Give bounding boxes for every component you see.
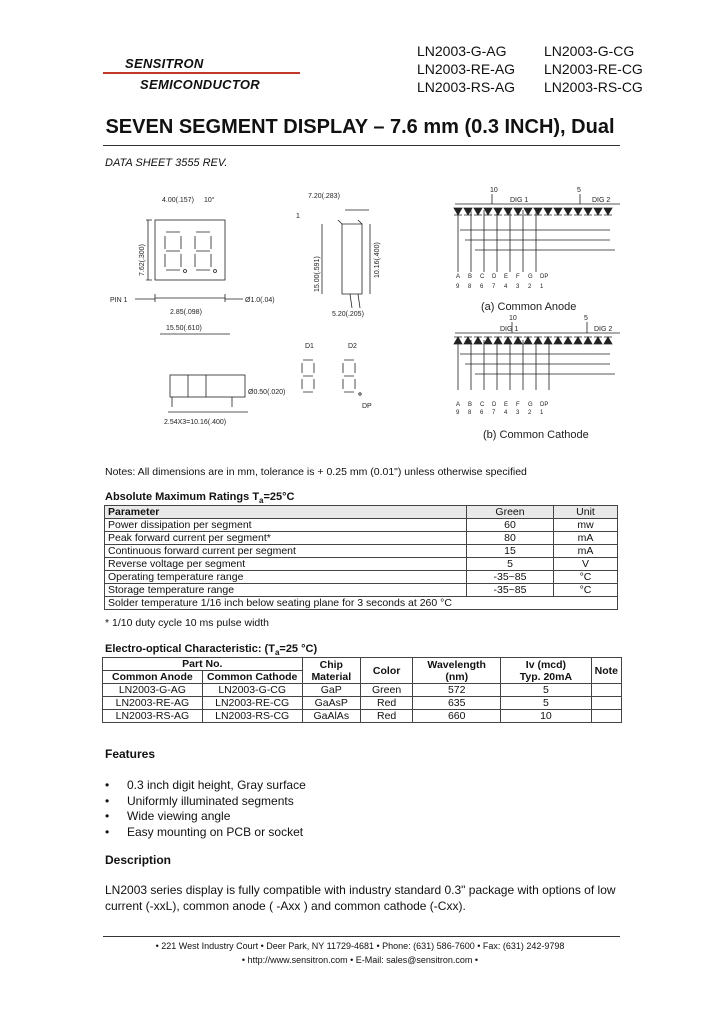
header-cell: Unit [554, 506, 618, 519]
diode-symbol [484, 337, 492, 344]
ratings-footnote: * 1/10 duty cycle 10 ms pulse width [105, 617, 270, 629]
segment-letter: E [504, 274, 509, 280]
electro-optical-table [102, 657, 622, 723]
header-cell [302, 658, 360, 684]
dig2-label: DIG 2 [592, 197, 611, 204]
segment-letter: G [528, 402, 533, 408]
cell: V [554, 558, 618, 571]
diode-symbol [474, 337, 482, 344]
solder-note: Solder temperature 1/16 inch below seating plane for 3 seconds at 260 °C [105, 597, 618, 610]
cell: 80 [467, 532, 554, 545]
front-view-drawing [110, 196, 275, 334]
description-text: LN2003 series display is fully compatible with industry standard 0.3" package with options of low current (-xxL), common anode ( -Axx ) and common cathode (-Cxx). [105, 883, 616, 913]
diode-symbol [504, 337, 512, 344]
segment-letter: C [480, 402, 485, 408]
cell: Reverse voltage per segment [105, 558, 467, 571]
diode-symbol [474, 208, 482, 215]
dim-row: 10.16(.400) [374, 242, 381, 278]
table-row [105, 571, 618, 584]
cell: 10 [501, 710, 591, 723]
cell [591, 710, 621, 723]
cell: Red [361, 697, 413, 710]
package-drawings [100, 180, 620, 450]
pin1-label: PIN 1 [110, 297, 128, 304]
page-title: SEVEN SEGMENT DISPLAY – 7.6 mm (0.3 INCH), Dual [105, 116, 615, 138]
pin-top-b: 5 [577, 187, 581, 194]
pin-number: 8 [468, 410, 472, 416]
common-cathode-schematic [455, 315, 620, 441]
cell [591, 684, 621, 697]
part-number: LN2003-RS-AG [417, 79, 516, 95]
diode-symbol [534, 337, 542, 344]
pin-top-a: 10 [490, 187, 498, 194]
segment-letter: E [504, 402, 509, 408]
diode-symbol [544, 337, 552, 344]
segment-letter: F [516, 402, 520, 408]
table-row [105, 597, 618, 610]
cell: -35~85 [467, 584, 554, 597]
diode-symbol [504, 208, 512, 215]
diode-symbol [564, 208, 572, 215]
dim-angle: 10° [204, 197, 215, 204]
company-name-line1: SENSITRON [125, 56, 204, 71]
table-row [105, 532, 618, 545]
cell: 635 [413, 697, 501, 710]
diode-symbol [584, 208, 592, 215]
diode-symbol [594, 337, 602, 344]
header-cell [413, 658, 501, 684]
dimension-notes: Notes: All dimensions are in mm, tolerance is + 0.25 mm (0.01") unless otherwise specified [105, 466, 527, 478]
cell: 60 [467, 519, 554, 532]
cell: Red [361, 710, 413, 723]
part-number: LN2003-RE-CG [544, 61, 643, 77]
footer-address: • 221 West Industry Court • Deer Park, NY 11729-4681 • Phone: (631) 586-7600 • Fax: (631) 242-9798 [155, 941, 565, 951]
cell: LN2003-G-AG [103, 684, 203, 697]
features-title: Features [105, 747, 156, 761]
company-name-line2: SEMICONDUCTOR [140, 77, 260, 92]
header-cell: Green [467, 506, 554, 519]
dig1-label: DIG 1 [500, 326, 519, 333]
dim-top-left: 4.00(.157) [162, 197, 194, 204]
part-number: LN2003-G-AG [417, 43, 507, 59]
table-row [105, 519, 618, 532]
schematic-pin-labels [456, 274, 548, 416]
ratings-condition-sub: a [259, 496, 264, 506]
dim-width: 15.50(.610) [166, 325, 202, 332]
datasheet-label: DATA SHEET 3555 REV. [105, 157, 228, 169]
svg-text:1: 1 [296, 213, 300, 220]
part-number: LN2003-RS-CG [544, 79, 643, 95]
chip-label-1: Chip [319, 658, 343, 671]
cell: 5 [501, 684, 591, 697]
dim-pitch: 2.85(.098) [170, 309, 202, 316]
dim-height: 7.62(.300) [139, 244, 146, 276]
cell [591, 697, 621, 710]
pin-top-b: 5 [584, 315, 588, 322]
ca-caption: (a) Common Anode [481, 301, 577, 313]
dim-bottom: 2.54X3=10.16(.400) [164, 419, 227, 426]
logo-rule [103, 72, 300, 74]
cell: 15 [467, 545, 554, 558]
electro-title-sub: a [274, 648, 280, 658]
segment-letter: D [492, 274, 497, 280]
pin-number: 4 [504, 410, 508, 416]
dim-side-height: 15.00(.591) [314, 256, 321, 292]
cell: °C [554, 584, 618, 597]
segment-letter: DP [540, 402, 549, 408]
cell: 5 [467, 558, 554, 571]
feature-text: Easy mounting on PCB or socket [127, 824, 304, 839]
dim-pin-len: Ø0.50(.020) [248, 389, 286, 396]
footer-web: • http://www.sensitron.com • E-Mail: sales@sensitron.com • [241, 955, 479, 965]
table-row [105, 545, 618, 558]
diode-symbol [574, 208, 582, 215]
pin-number: 1 [540, 410, 544, 416]
cc-caption: (b) Common Cathode [483, 429, 589, 441]
part-number-list-anode [417, 42, 515, 96]
dig1-label: DIG 1 [510, 197, 529, 204]
diode-symbol [604, 208, 612, 215]
segment-letter: F [516, 274, 520, 280]
pin-number: 9 [456, 410, 460, 416]
table-row [103, 697, 622, 710]
dim-depth-top: 7.20(.283) [308, 193, 340, 200]
segment-letter: G [528, 274, 533, 280]
diode-symbol [454, 337, 462, 344]
segment-letter: DP [540, 274, 549, 280]
table-row [103, 710, 622, 723]
table-header-row [103, 658, 622, 671]
table-row [103, 684, 622, 697]
table-header-row [105, 506, 618, 519]
absolute-max-ratings-table [104, 505, 618, 610]
seg-d1: D1 [305, 343, 314, 350]
diode-symbol [494, 208, 502, 215]
cell: mA [554, 532, 618, 545]
cell: Storage temperature range [105, 584, 467, 597]
cell: LN2003-RS-CG [202, 710, 302, 723]
cell: GaAsP [302, 697, 360, 710]
cell: LN2003-RE-AG [103, 697, 203, 710]
pin-number: 9 [456, 284, 460, 290]
list-item: • Wide viewing angle [105, 809, 231, 823]
cell: Green [361, 684, 413, 697]
table-row [105, 584, 618, 597]
header-cell: Common Cathode [202, 671, 302, 684]
header-cell: Color [361, 658, 413, 684]
cell: Continuous forward current per segment [105, 545, 467, 558]
dim-hole: Ø1.0(.04) [245, 297, 275, 304]
segment-letter: C [480, 274, 485, 280]
cell: GaP [302, 684, 360, 697]
cell: -35~85 [467, 571, 554, 584]
header-cell: Part No. [103, 658, 303, 671]
diode-symbol [554, 208, 562, 215]
pin-number: 7 [492, 284, 496, 290]
cell: mw [554, 519, 618, 532]
pin-number: 3 [516, 284, 520, 290]
chip-label-2: Material [311, 670, 352, 683]
pin-number: 8 [468, 284, 472, 290]
list-item: • Uniformly illuminated segments [105, 793, 294, 808]
cell: mA [554, 545, 618, 558]
part-number: LN2003-G-CG [544, 43, 635, 59]
pin-number: 1 [540, 284, 544, 290]
features-list [105, 778, 306, 840]
seg-d2: D2 [348, 343, 357, 350]
cell: GaAlAs [302, 710, 360, 723]
dim-pin-span: 5.20(.205) [332, 311, 364, 318]
header-cell: Parameter [105, 506, 467, 519]
feature-text: Uniformly illuminated segments [127, 793, 294, 808]
table-row [105, 558, 618, 571]
pin-number: 2 [528, 284, 532, 290]
ratings-title-text: Absolute Maximum Ratings [105, 491, 250, 503]
diode-symbol [554, 337, 562, 344]
ratings-condition-prefix: T [252, 491, 260, 503]
diode-symbol [514, 337, 522, 344]
diode-symbol [584, 337, 592, 344]
diode-symbol [494, 337, 502, 344]
description-title: Description [105, 853, 172, 867]
bottom-view-drawing [164, 375, 285, 426]
pin-number: 6 [480, 410, 484, 416]
segment-letter: A [456, 402, 461, 408]
header-cell [501, 658, 591, 684]
diode-symbol [574, 337, 582, 344]
side-view-drawing [296, 193, 381, 318]
part-number: LN2003-RE-AG [417, 61, 516, 77]
iv-label-2: Typ. 20mA [519, 670, 573, 683]
electro-title [105, 643, 317, 657]
dig2-label: DIG 2 [594, 326, 613, 333]
segment-identification-drawing [302, 343, 372, 410]
segment-letter: B [468, 274, 473, 280]
electro-title-prefix: Electro-optical Characteristic: (T [105, 643, 275, 655]
pin-number: 4 [504, 284, 508, 290]
title-rule [103, 145, 620, 146]
cell: °C [554, 571, 618, 584]
diode-symbol [524, 208, 532, 215]
cell: LN2003-G-CG [202, 684, 302, 697]
cell: Power dissipation per segment [105, 519, 467, 532]
cell: Peak forward current per segment* [105, 532, 467, 545]
segment-letter: A [456, 274, 461, 280]
feature-text: 0.3 inch digit height, Gray surface [127, 778, 306, 792]
header-cell: Common Anode [103, 671, 203, 684]
diode-symbol [534, 208, 542, 215]
diode-symbol [604, 337, 612, 344]
footer-rule [103, 936, 620, 937]
segment-letter: D [492, 402, 497, 408]
wavelength-label-2: (nm) [445, 670, 469, 683]
ratings-title [105, 491, 295, 505]
header-cell: Note [591, 658, 621, 684]
part-number-list-cathode [544, 42, 643, 96]
diode-symbol [544, 208, 552, 215]
cell: LN2003-RS-AG [103, 710, 203, 723]
cell: 660 [413, 710, 501, 723]
electro-title-suffix: =25 °C) [279, 643, 318, 655]
diode-symbol [524, 337, 532, 344]
seg-dp: DP [362, 403, 372, 410]
list-item: • 0.3 inch digit height, Gray surface [105, 778, 306, 792]
pin-number: 7 [492, 410, 496, 416]
pin-number: 6 [480, 284, 484, 290]
segment-letter: B [468, 402, 473, 408]
ratings-condition-suffix: =25°C [263, 491, 295, 503]
feature-text: Wide viewing angle [127, 809, 231, 823]
list-item: • Easy mounting on PCB or socket [105, 824, 304, 839]
wavelength-label-1: Wavelength [427, 658, 486, 671]
cell: LN2003-RE-CG [202, 697, 302, 710]
common-anode-schematic [454, 187, 620, 313]
pin-number: 3 [516, 410, 520, 416]
cell: Operating temperature range [105, 571, 467, 584]
pin-number: 2 [528, 410, 532, 416]
cell: 5 [501, 697, 591, 710]
diode-symbol [564, 337, 572, 344]
diode-symbol [514, 208, 522, 215]
iv-label-1: Iv (mcd) [525, 658, 567, 671]
cell: 572 [413, 684, 501, 697]
pin-top-a: 10 [509, 315, 517, 322]
diode-symbol [594, 208, 602, 215]
diode-symbol [484, 208, 492, 215]
